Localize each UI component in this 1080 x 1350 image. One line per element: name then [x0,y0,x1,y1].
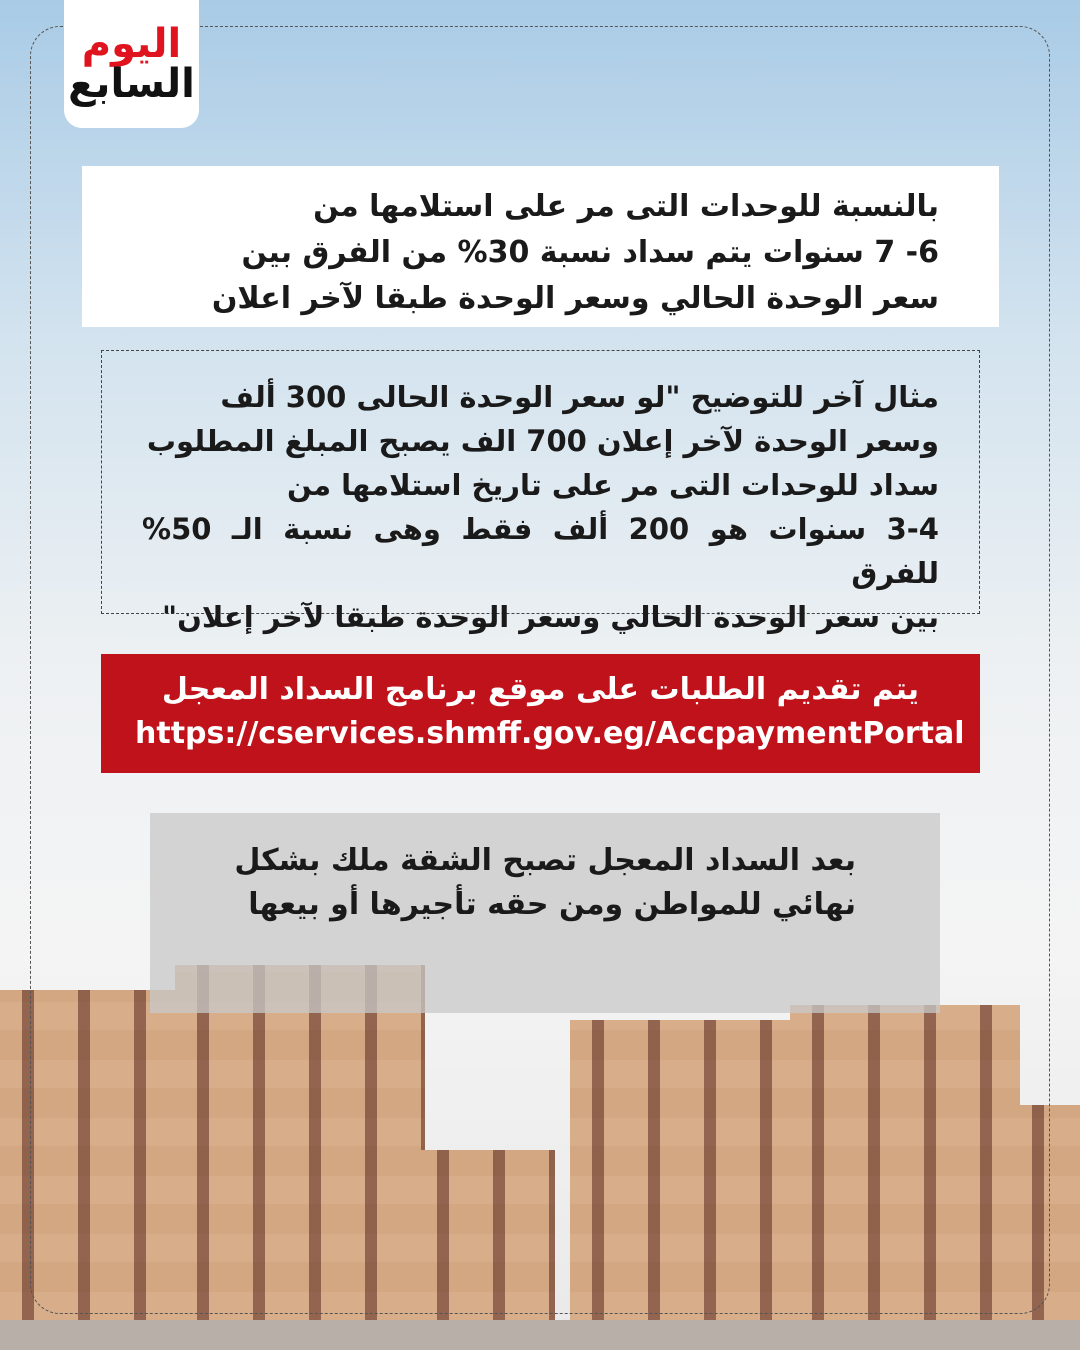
text-line: بعد السداد المعجل تصبح الشقة ملك بشكل [234,843,856,878]
text-line: سداد للوحدات التى مر على تاريخ استلامها من [286,468,939,502]
text-line: 3-4 سنوات هو 200 ألف فقط وهى نسبة الـ 50% للفرق [142,512,939,590]
text-line: بين سعر الوحدة الحالي وسعر الوحدة طبقا لآخر إعلان" [162,600,939,634]
ground [0,1320,1080,1350]
portal-url-link[interactable]: https://cservices.shmff.gov.eg/AccpaymentPortal [135,716,965,751]
logo-line2: السابع [68,61,195,107]
info-box-30-percent [82,166,999,327]
banner-title: يتم تقديم الطلبات على موقع برنامج السداد المعجل [161,672,920,707]
brand-logo [64,0,199,128]
logo-line1: اليوم [81,21,182,67]
text-line: نهائي للمواطن ومن حقه تأجيرها أو بيعها [248,887,856,922]
text-line: 6- 7 سنوات يتم سداد نسبة 30% من الفرق بين [241,235,939,270]
application-site-banner [101,654,980,773]
example-box [101,350,980,634]
text-line: وسعر الوحدة لآخر إعلان 700 الف يصبح المبلغ المطلوب [146,424,939,458]
text-line: مثال آخر للتوضيح "لو سعر الوحدة الحالى 300 ألف [220,380,939,414]
ownership-note-box [150,813,940,1013]
text-line: بالنسبة للوحدات التى مر على استلامها من [313,189,939,224]
text-line: سعر الوحدة الحالي وسعر الوحدة طبقا لآخر اعلان [211,281,939,316]
